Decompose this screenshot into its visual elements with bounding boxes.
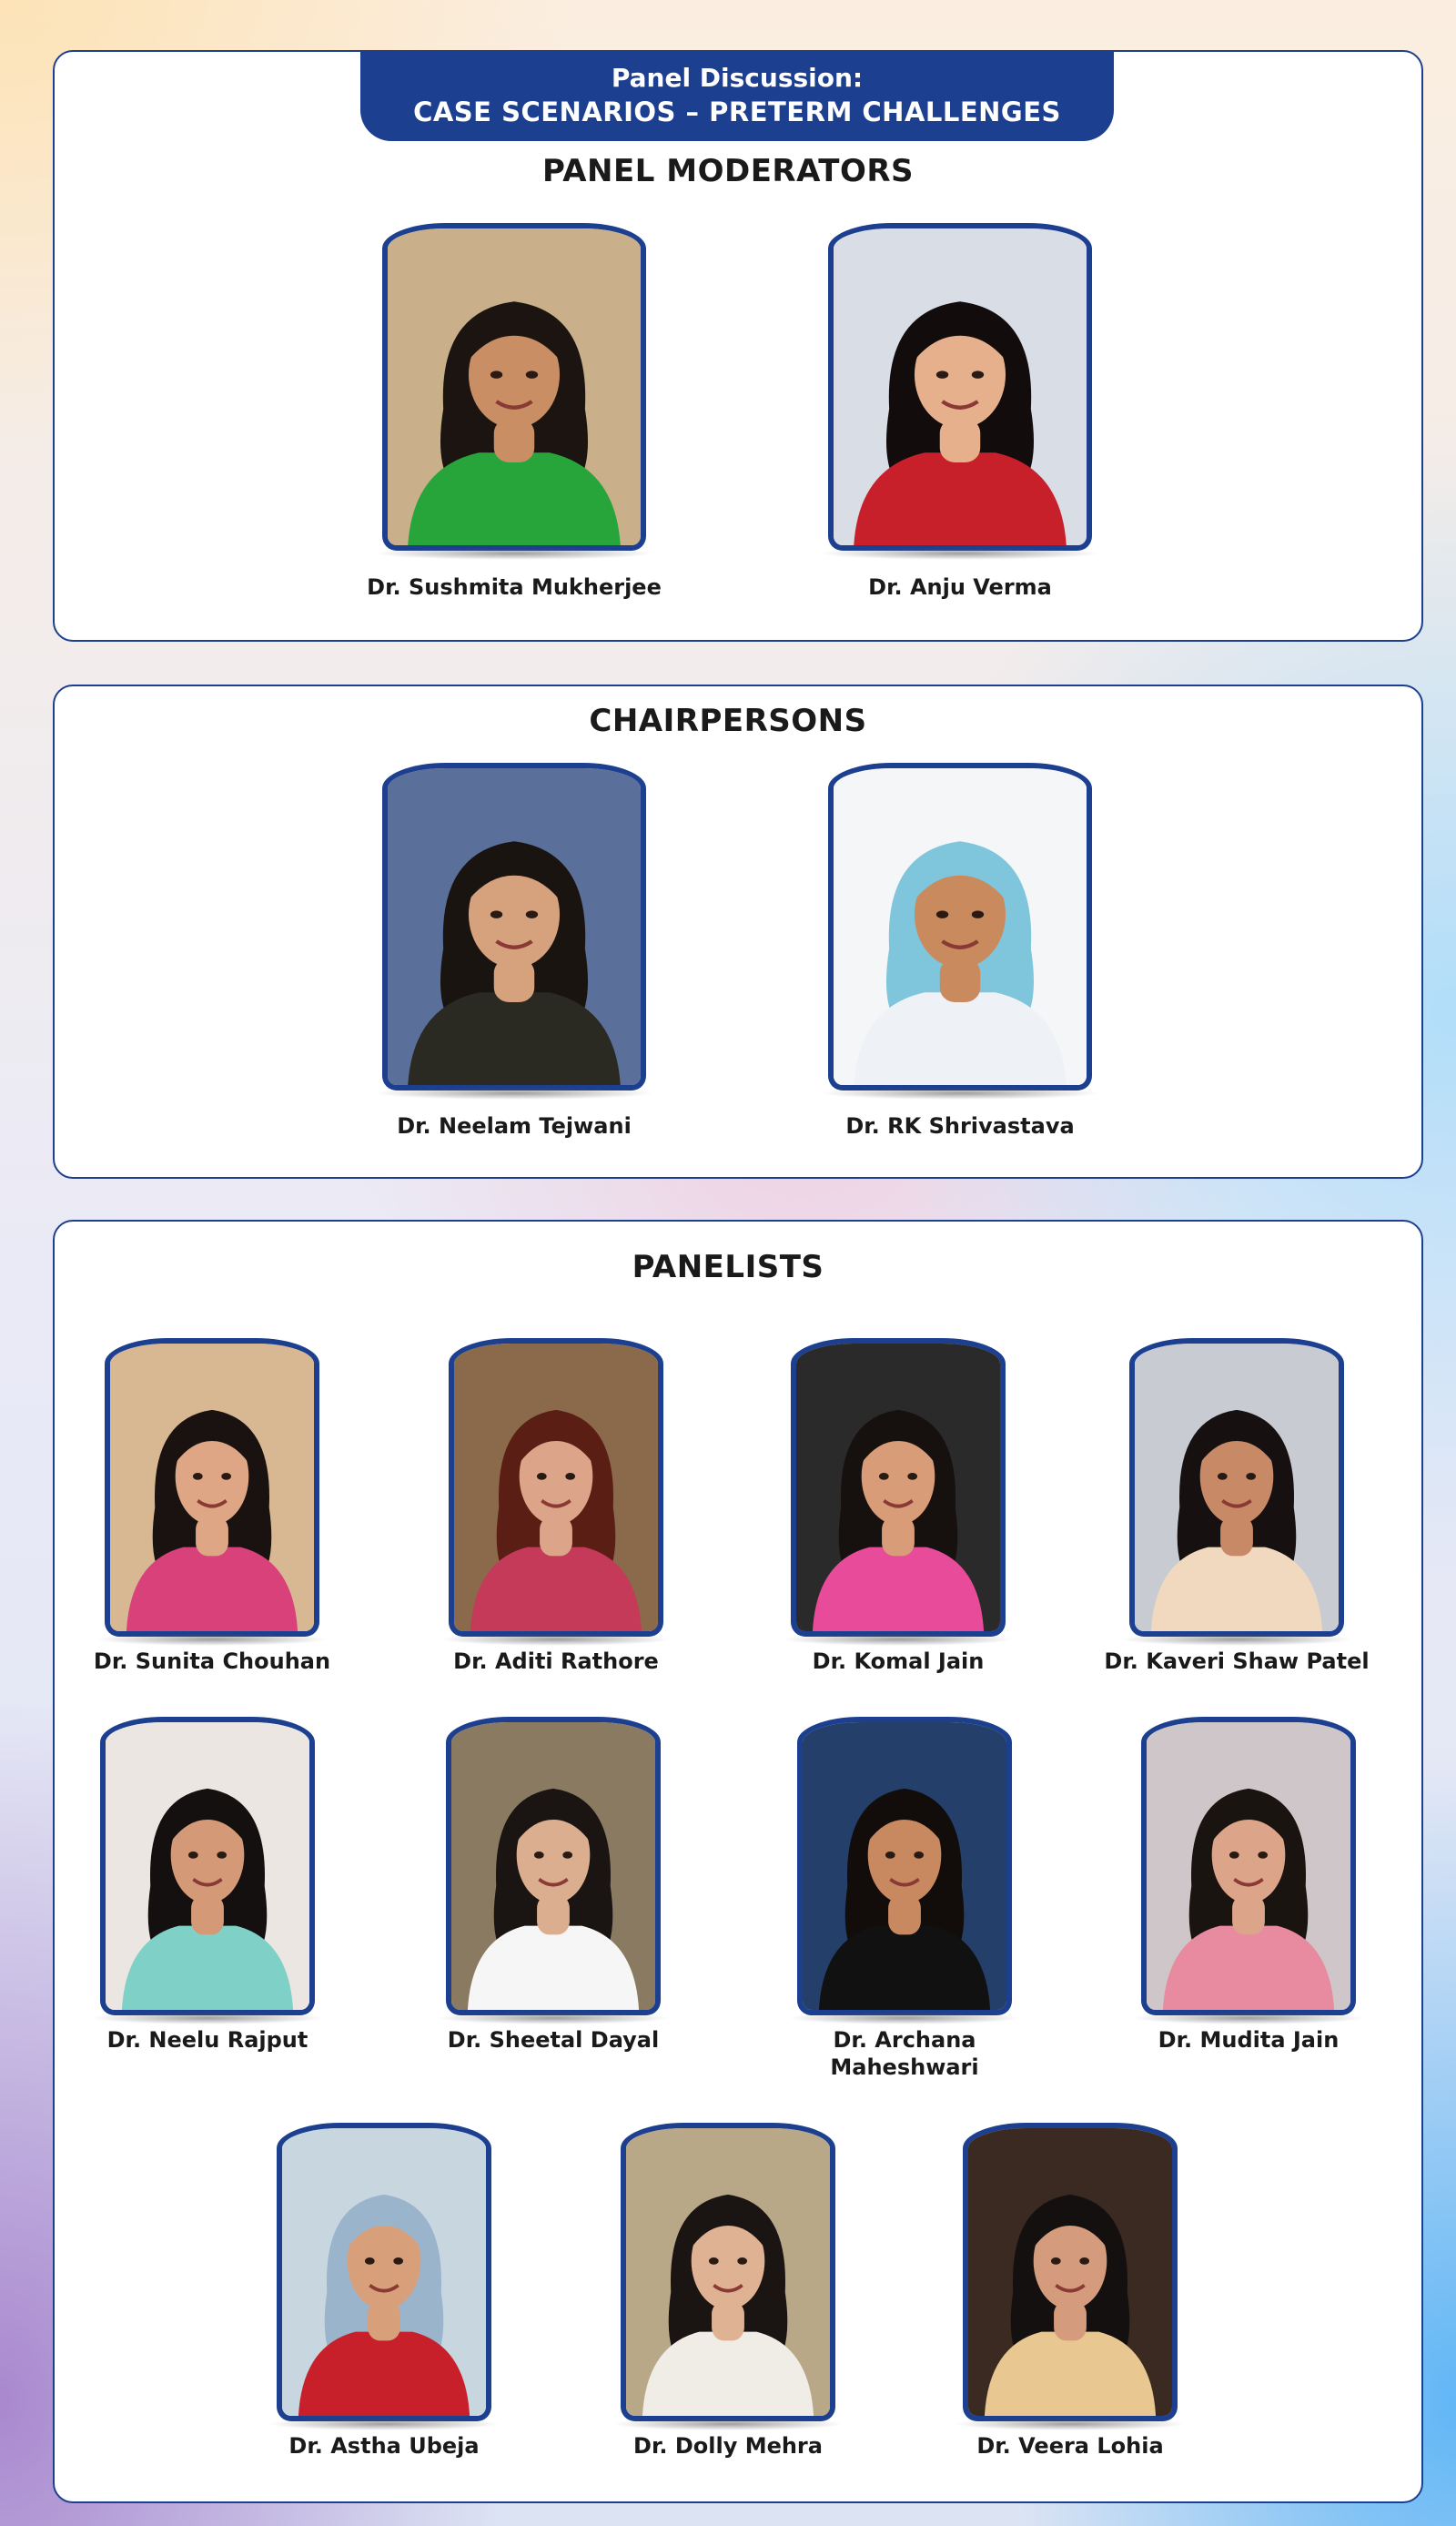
chairpersons-photo-shadow-1 (373, 1087, 655, 1100)
panelists-name-10: Dr. Dolly Mehra (633, 2433, 823, 2459)
panelists-photo-2 (449, 1338, 663, 1637)
moderators-photo-shadow-1 (373, 547, 655, 560)
panelists-photo-3 (791, 1338, 1006, 1637)
panelists-photo-shadow-9 (268, 2418, 500, 2430)
moderators-name-2: Dr. Anju Verma (868, 574, 1052, 600)
panelists-photo-shadow-8 (1132, 2012, 1365, 2024)
panelists-name-11: Dr. Veera Lohia (976, 2433, 1164, 2459)
portrait-illustration (834, 768, 1087, 1085)
banner-line-1: Panel Discussion: (611, 63, 864, 93)
panelists-photo-shadow-10 (612, 2418, 844, 2430)
panelists-name-8: Dr. Mudita Jain (1158, 2027, 1340, 2053)
portrait-illustration (454, 1344, 658, 1631)
portrait-illustration (803, 1722, 1006, 2010)
portrait-illustration (1135, 1344, 1339, 1631)
panelists-photo-shadow-11 (954, 2418, 1187, 2430)
portrait-illustration (968, 2128, 1172, 2416)
chairpersons-photo-2 (828, 763, 1092, 1091)
panelists-title: PANELISTS (632, 1249, 824, 1285)
chairpersons-title: CHAIRPERSONS (589, 703, 867, 739)
panelists-photo-shadow-3 (782, 1633, 1015, 1646)
portrait-illustration (796, 1344, 1000, 1631)
panelists-photo-shadow-7 (788, 2012, 1021, 2024)
portrait-illustration (388, 228, 641, 545)
portrait-illustration (1147, 1722, 1350, 2010)
portrait-illustration (626, 2128, 830, 2416)
panelists-photo-5 (100, 1717, 315, 2015)
panelists-photo-11 (963, 2123, 1178, 2421)
panelists-name-7: Dr. Archana Maheshwari (830, 2027, 979, 2080)
panelists-name-6: Dr. Sheetal Dayal (447, 2027, 660, 2053)
banner-line-2: CASE SCENARIOS – PRETERM CHALLENGES (413, 96, 1061, 127)
moderators-photo-2 (828, 223, 1092, 551)
panelists-photo-4 (1129, 1338, 1344, 1637)
panelists-photo-6 (446, 1717, 661, 2015)
panelists-photo-7 (797, 1717, 1012, 2015)
panelists-photo-9 (277, 2123, 491, 2421)
chairpersons-name-2: Dr. RK Shrivastava (845, 1113, 1075, 1139)
portrait-illustration (451, 1722, 655, 2010)
portrait-illustration (282, 2128, 486, 2416)
panelists-photo-shadow-6 (437, 2012, 670, 2024)
panelists-photo-shadow-1 (96, 1633, 329, 1646)
panelists-photo-shadow-2 (440, 1633, 672, 1646)
moderators-photo-shadow-2 (819, 547, 1101, 560)
chairpersons-name-1: Dr. Neelam Tejwani (397, 1113, 632, 1139)
panelists-name-1: Dr. Sunita Chouhan (93, 1648, 331, 1674)
panelists-photo-8 (1141, 1717, 1356, 2015)
panelists-photo-shadow-4 (1120, 1633, 1353, 1646)
panelists-name-9: Dr. Astha Ubeja (288, 2433, 480, 2459)
panelists-name-4: Dr. Kaveri Shaw Patel (1104, 1648, 1370, 1674)
event-banner (360, 50, 1114, 141)
chairpersons-photo-shadow-2 (819, 1087, 1101, 1100)
portrait-illustration (388, 768, 641, 1085)
panelists-name-2: Dr. Aditi Rathore (453, 1648, 659, 1674)
moderators-name-1: Dr. Sushmita Mukherjee (367, 574, 662, 600)
chairpersons-card (53, 685, 1423, 1179)
panelists-photo-10 (621, 2123, 835, 2421)
portrait-illustration (106, 1722, 309, 2010)
chairpersons-photo-1 (382, 763, 646, 1091)
portrait-illustration (110, 1344, 314, 1631)
moderators-title: PANEL MODERATORS (541, 153, 915, 189)
panelists-name-5: Dr. Neelu Rajput (106, 2027, 308, 2053)
panelists-photo-1 (105, 1338, 319, 1637)
moderators-photo-1 (382, 223, 646, 551)
panelists-name-3: Dr. Komal Jain (812, 1648, 985, 1674)
portrait-illustration (834, 228, 1087, 545)
panelists-photo-shadow-5 (91, 2012, 324, 2024)
